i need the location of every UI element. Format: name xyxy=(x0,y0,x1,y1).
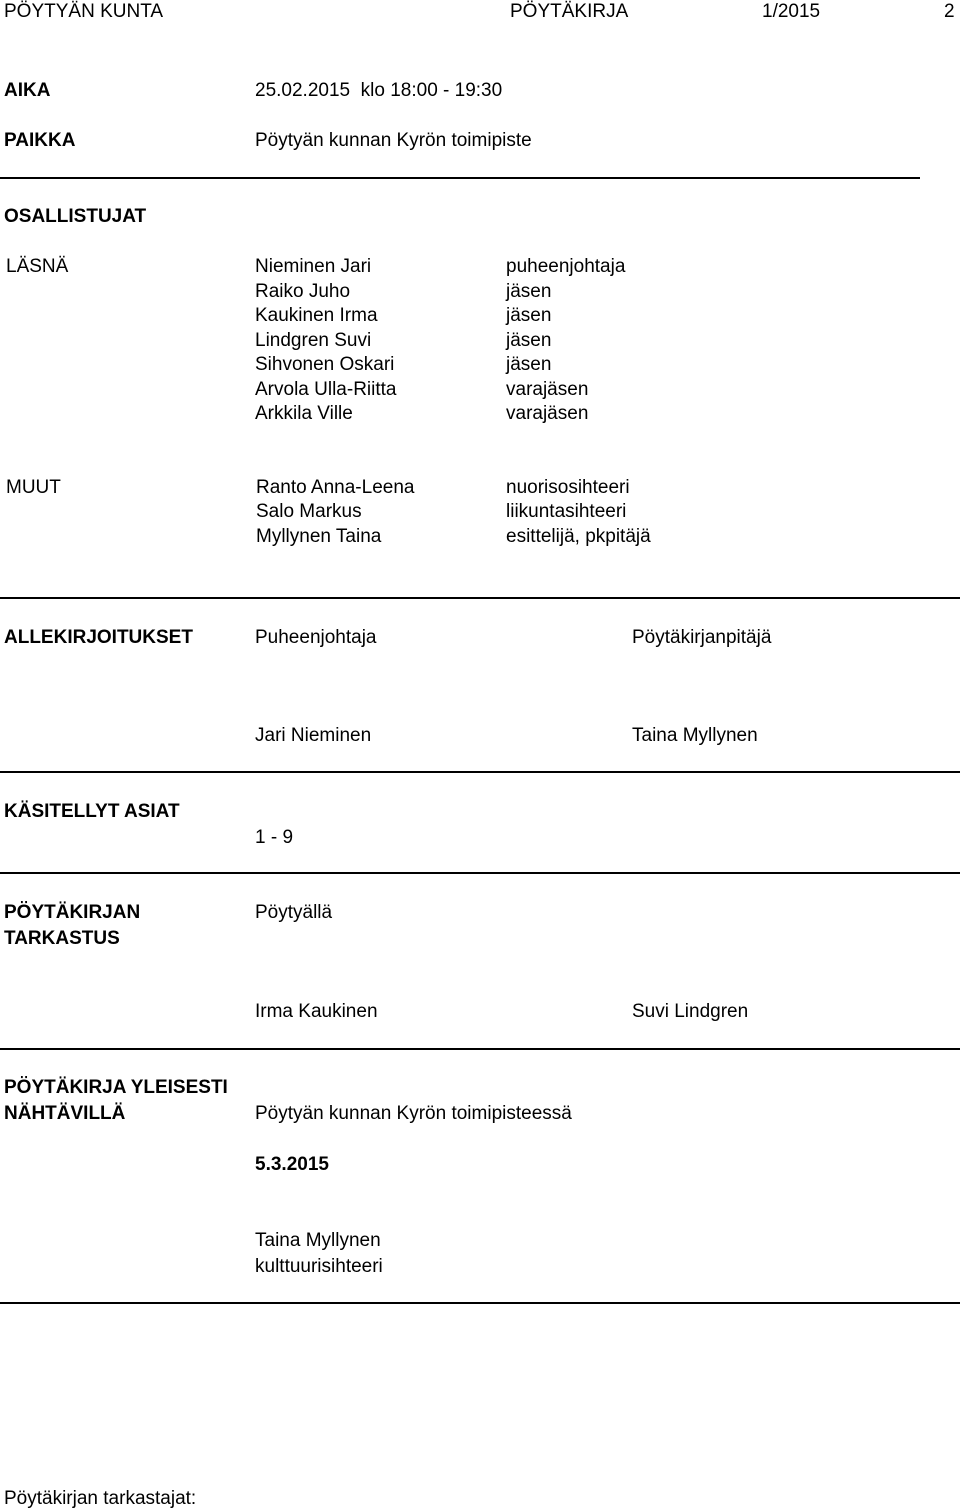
secretary-title: Pöytäkirjanpitäjä xyxy=(632,627,772,648)
present-role: jäsen xyxy=(506,354,552,375)
other-name: Myllynen Taina xyxy=(256,526,382,547)
divider-line xyxy=(0,177,920,179)
present-name: Nieminen Jari xyxy=(255,256,372,277)
document-type: PÖYTÄKIRJA xyxy=(510,1,629,22)
present-label: LÄSNÄ xyxy=(6,256,69,277)
chair-name: Jari Nieminen xyxy=(255,725,372,746)
present-name: Sihvonen Oskari xyxy=(255,354,395,375)
other-role: nuorisosihteeri xyxy=(506,477,630,498)
signatures-label: ALLEKIRJOITUKSET xyxy=(4,627,193,648)
other-name: Salo Markus xyxy=(256,501,362,522)
review-place: Pöytyällä xyxy=(255,902,333,923)
present-name: Arkkila Ville xyxy=(255,403,353,424)
divider-line xyxy=(0,872,960,874)
public-label-line1: PÖYTÄKIRJA YLEISESTI xyxy=(4,1077,228,1098)
present-name: Lindgren Suvi xyxy=(255,330,372,351)
time-value: 25.02.2015 klo 18:00 - 19:30 xyxy=(255,80,503,101)
review-label-line2: TARKASTUS xyxy=(4,928,120,949)
reviewer-name: Suvi Lindgren xyxy=(632,1001,749,1022)
others-label: MUUT xyxy=(6,477,61,498)
reviewers-footer-label: Pöytäkirjan tarkastajat: xyxy=(4,1488,197,1509)
present-role: varajäsen xyxy=(506,379,589,400)
divider-line xyxy=(0,771,960,773)
present-role: puheenjohtaja xyxy=(506,256,626,277)
participants-title: OSALLISTUJAT xyxy=(4,206,147,227)
review-label-line1: PÖYTÄKIRJAN xyxy=(4,902,141,923)
page-number: 2 xyxy=(944,1,955,22)
public-label-line2: NÄHTÄVILLÄ xyxy=(4,1103,126,1124)
secretary-name: Taina Myllynen xyxy=(632,725,758,746)
public-place: Pöytyän kunnan Kyrön toimipisteessä xyxy=(255,1103,572,1124)
present-role: jäsen xyxy=(506,281,552,302)
divider-line xyxy=(0,597,960,599)
divider-line xyxy=(0,1302,960,1304)
present-role: jäsen xyxy=(506,330,552,351)
present-name: Kaukinen Irma xyxy=(255,305,378,326)
present-name: Arvola Ulla-Riitta xyxy=(255,379,397,400)
public-date: 5.3.2015 xyxy=(255,1154,329,1175)
signer-name: Taina Myllynen xyxy=(255,1230,381,1251)
present-role: jäsen xyxy=(506,305,552,326)
reviewer-name: Irma Kaukinen xyxy=(255,1001,378,1022)
place-label: PAIKKA xyxy=(4,130,76,151)
chair-title: Puheenjohtaja xyxy=(255,627,377,648)
items-value: 1 - 9 xyxy=(255,827,294,848)
divider-line xyxy=(0,1048,960,1050)
document-number: 1/2015 xyxy=(762,1,821,22)
other-role: liikuntasihteeri xyxy=(506,501,627,522)
time-label: AIKA xyxy=(4,80,51,101)
signer-title: kulttuurisihteeri xyxy=(255,1256,383,1277)
other-name: Ranto Anna-Leena xyxy=(256,477,415,498)
items-label: KÄSITELLYT ASIAT xyxy=(4,801,180,822)
place-value: Pöytyän kunnan Kyrön toimipiste xyxy=(255,130,532,151)
present-role: varajäsen xyxy=(506,403,589,424)
other-role: esittelijä, pkpitäjä xyxy=(506,526,651,547)
present-name: Raiko Juho xyxy=(255,281,351,302)
municipality-name: PÖYTYÄN KUNTA xyxy=(4,1,164,22)
